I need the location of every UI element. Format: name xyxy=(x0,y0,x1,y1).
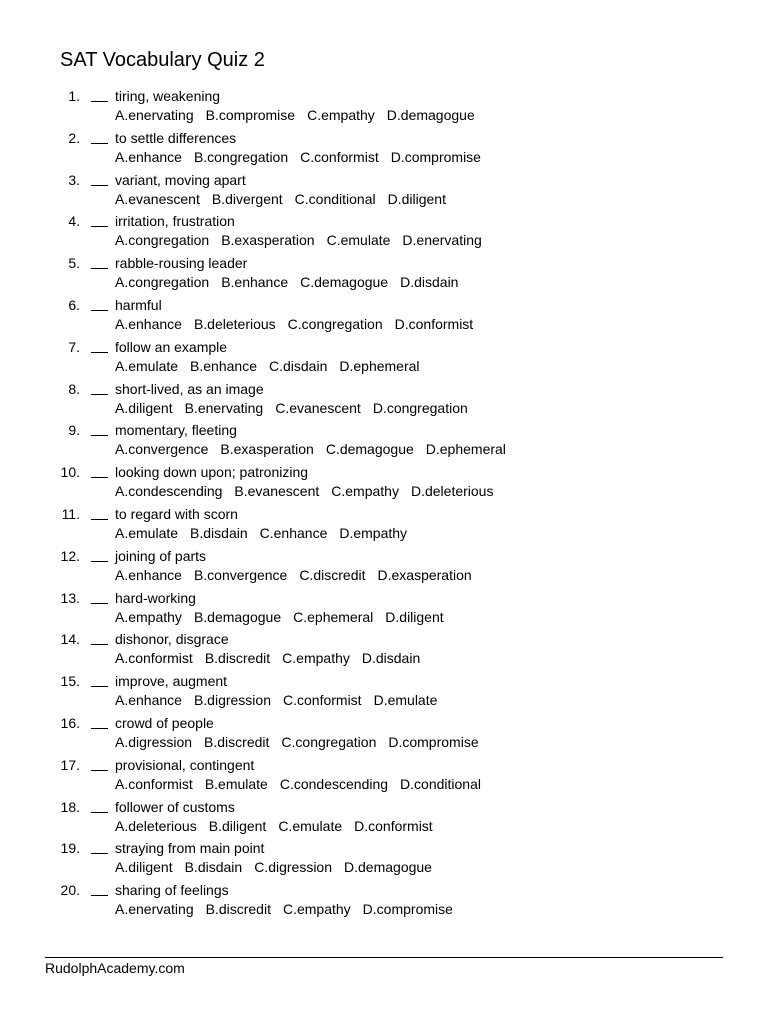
answer-choice: A.enhance xyxy=(115,148,182,165)
answer-choice: B.evanescent xyxy=(234,483,320,500)
answer-choice: A.enhance xyxy=(115,315,182,332)
answer-choice: A.condescending xyxy=(115,483,223,500)
answer-choice: B.exasperation xyxy=(220,441,314,458)
question-item xyxy=(0,129,768,171)
choices-row xyxy=(115,482,505,500)
answer-choice: C.discredit xyxy=(299,566,366,583)
footer-text: RudolphAcademy.com xyxy=(45,960,185,976)
answer-choice: B.divergent xyxy=(211,190,283,207)
answer-choice: C.conformist xyxy=(300,148,379,165)
choices-row xyxy=(115,231,494,249)
question-definition: improve, augment xyxy=(115,673,228,690)
answer-choice: B.exasperation xyxy=(221,232,315,249)
answer-choice: C.disdain xyxy=(269,357,328,374)
answer-choice: B.diligent xyxy=(208,817,267,834)
question-number: 12. xyxy=(60,547,80,564)
answer-choice: D.enervating xyxy=(402,232,482,249)
question-number: 20. xyxy=(60,882,80,899)
choices-row xyxy=(115,148,493,166)
answer-choice: D.diligent xyxy=(387,190,446,207)
question-definition: straying from main point xyxy=(115,840,265,857)
answer-choice: C.congregation xyxy=(281,733,377,750)
answer-choice: B.discredit xyxy=(204,650,271,667)
answer-choice: C.demagogue xyxy=(300,274,389,291)
answer-choice: C.empathy xyxy=(282,650,350,667)
question-definition: short-lived, as an image xyxy=(115,380,264,397)
answer-blank[interactable] xyxy=(91,895,108,896)
answer-choice: B.enhance xyxy=(221,274,289,291)
question-list xyxy=(0,87,768,923)
answer-choice: B.congregation xyxy=(193,148,289,165)
question-item xyxy=(0,505,768,547)
question-item xyxy=(0,87,768,129)
answer-choice: D.demagogue xyxy=(386,107,475,123)
choices-row xyxy=(115,315,485,333)
question-definition: dishonor, disgrace xyxy=(115,631,229,648)
answer-choice: C.empathy xyxy=(307,107,375,123)
answer-choice: C.empathy xyxy=(282,901,351,918)
question-item xyxy=(0,171,768,213)
answer-choice: A.enhance xyxy=(115,692,182,709)
question-number: 17. xyxy=(60,756,80,773)
answer-blank[interactable] xyxy=(91,143,108,144)
question-item xyxy=(0,798,768,840)
answer-blank[interactable] xyxy=(91,519,108,520)
question-definition: follower of customs xyxy=(115,798,235,815)
answer-blank[interactable] xyxy=(91,352,108,353)
question-item xyxy=(0,756,768,798)
answer-choice: D.emulate xyxy=(373,692,438,709)
answer-choice: B.compromise xyxy=(205,107,296,123)
answer-choice: C.condescending xyxy=(279,775,389,792)
answer-choice: D.diligent xyxy=(385,608,444,625)
answer-choice: B.demagogue xyxy=(193,608,282,625)
question-item xyxy=(0,630,768,672)
question-definition: provisional, contingent xyxy=(115,756,255,773)
choices-row xyxy=(115,649,432,667)
answer-choice: D.conformist xyxy=(394,315,474,332)
answer-blank[interactable] xyxy=(91,686,108,687)
question-number: 11. xyxy=(61,505,80,522)
choices-row xyxy=(115,817,445,835)
answer-blank[interactable] xyxy=(91,853,108,854)
question-number: 9. xyxy=(68,422,80,439)
answer-choice: D.congregation xyxy=(372,399,468,416)
answer-choice: D.compromise xyxy=(390,148,481,165)
choices-row xyxy=(115,733,491,751)
choices-row xyxy=(115,357,432,375)
question-definition: joining of parts xyxy=(115,547,207,564)
question-item xyxy=(0,547,768,589)
answer-choice: B.digression xyxy=(193,692,271,709)
answer-choice: B.emulate xyxy=(204,775,268,792)
question-number: 2. xyxy=(68,129,80,146)
answer-choice: C.demagogue xyxy=(325,441,414,458)
question-definition: to regard with scorn xyxy=(115,505,238,522)
question-number: 14. xyxy=(60,631,80,648)
answer-blank[interactable] xyxy=(91,770,108,771)
answer-choice: C.digression xyxy=(254,859,333,876)
answer-choice: B.disdain xyxy=(190,524,248,541)
answer-choice: A.conformist xyxy=(115,775,193,792)
question-definition: irritation, frustration xyxy=(115,213,235,230)
answer-choice: D.ephemeral xyxy=(339,357,420,374)
answer-choice: D.compromise xyxy=(362,901,453,918)
answer-choice: D.ephemeral xyxy=(425,441,506,458)
answer-blank[interactable] xyxy=(91,603,108,604)
answer-choice: A.empathy xyxy=(115,608,182,625)
answer-choice: D.deleterious xyxy=(410,483,494,500)
question-item xyxy=(0,714,768,756)
question-definition: rabble-rousing leader xyxy=(115,255,248,272)
answer-choice: D.conformist xyxy=(354,817,433,834)
choices-row xyxy=(115,691,449,709)
answer-blank[interactable] xyxy=(91,728,108,729)
choices-row xyxy=(115,440,518,458)
answer-choice: B.enervating xyxy=(184,399,264,416)
question-number: 10. xyxy=(60,464,80,481)
answer-choice: C.conformist xyxy=(283,692,362,709)
question-item xyxy=(0,421,768,463)
choices-row xyxy=(115,190,458,208)
answer-choice: B.convergence xyxy=(193,566,288,583)
choices-row xyxy=(115,399,480,417)
question-definition: to settle differences xyxy=(115,129,237,146)
question-item xyxy=(0,881,768,923)
answer-choice: B.discredit xyxy=(205,901,271,918)
question-item xyxy=(0,380,768,422)
choices-row xyxy=(115,106,487,124)
answer-blank[interactable] xyxy=(91,185,108,186)
answer-choice: D.conditional xyxy=(400,775,481,792)
answer-choice: A.emulate xyxy=(115,524,179,541)
question-number: 13. xyxy=(60,589,80,606)
choices-row xyxy=(115,775,493,793)
answer-choice: B.discredit xyxy=(204,733,270,750)
answer-choice: A.enervating xyxy=(115,107,194,123)
answer-blank[interactable] xyxy=(91,226,108,227)
question-definition: follow an example xyxy=(115,338,228,355)
choices-row xyxy=(115,566,484,584)
question-definition: tiring, weakening xyxy=(115,88,221,104)
question-number: 7. xyxy=(68,338,80,355)
answer-choice: A.deleterious xyxy=(115,817,197,834)
question-number: 6. xyxy=(68,296,80,313)
answer-choice: D.demagogue xyxy=(344,859,432,876)
answer-choice: C.evanescent xyxy=(275,399,361,416)
question-definition: momentary, fleeting xyxy=(115,422,237,439)
question-item xyxy=(0,254,768,296)
question-definition: harmful xyxy=(115,296,162,313)
answer-choice: D.empathy xyxy=(339,524,408,541)
answer-choice: D.compromise xyxy=(388,733,479,750)
answer-choice: A.digression xyxy=(115,733,193,750)
question-item xyxy=(0,463,768,505)
answer-choice: A.enervating xyxy=(115,901,194,918)
answer-choice: C.empathy xyxy=(331,483,399,500)
question-number: 1. xyxy=(68,88,80,104)
answer-choice: A.enhance xyxy=(115,566,182,583)
answer-blank[interactable] xyxy=(91,561,108,562)
question-definition: sharing of feelings xyxy=(115,882,229,899)
answer-blank[interactable] xyxy=(91,268,108,269)
answer-blank[interactable] xyxy=(91,477,108,478)
question-number: 8. xyxy=(68,380,80,397)
answer-choice: B.disdain xyxy=(184,859,243,876)
answer-choice: C.conditional xyxy=(294,190,376,207)
answer-blank[interactable] xyxy=(91,310,108,311)
question-number: 16. xyxy=(60,714,80,731)
answer-choice: A.evanescent xyxy=(115,190,200,207)
answer-choice: A.conformist xyxy=(115,650,193,667)
answer-choice: B.deleterious xyxy=(193,315,276,332)
answer-choice: A.congregation xyxy=(115,274,210,291)
question-number: 19. xyxy=(60,840,80,857)
question-number: 18. xyxy=(60,798,80,815)
answer-choice: C.emulate xyxy=(326,232,391,249)
question-number: 4. xyxy=(68,213,80,230)
answer-choice: A.emulate xyxy=(115,357,179,374)
choices-row xyxy=(115,273,470,291)
question-definition: hard-working xyxy=(115,589,196,606)
question-item xyxy=(0,296,768,338)
question-number: 5. xyxy=(68,255,80,272)
question-item xyxy=(0,212,768,254)
answer-choice: C.enhance xyxy=(259,524,328,541)
answer-choice: C.ephemeral xyxy=(293,608,374,625)
answer-choice: A.diligent xyxy=(115,859,173,876)
choices-row xyxy=(115,900,465,918)
answer-blank[interactable] xyxy=(91,435,108,436)
question-definition: crowd of people xyxy=(115,714,214,731)
answer-choice: A.diligent xyxy=(115,399,173,416)
question-item xyxy=(0,672,768,714)
answer-choice: A.convergence xyxy=(115,441,209,458)
question-item xyxy=(0,589,768,631)
answer-choice: C.congregation xyxy=(287,315,383,332)
answer-blank[interactable] xyxy=(91,644,108,645)
page-title: SAT Vocabulary Quiz 2 xyxy=(60,49,265,71)
question-definition: looking down upon; patronizing xyxy=(115,464,309,481)
question-item xyxy=(0,338,768,380)
question-item xyxy=(0,839,768,881)
answer-blank[interactable] xyxy=(91,101,108,102)
answer-choice: D.disdain xyxy=(400,274,459,291)
answer-choice: D.exasperation xyxy=(377,566,472,583)
choices-row xyxy=(115,858,444,876)
question-number: 15. xyxy=(60,673,80,690)
choices-row xyxy=(115,524,419,542)
answer-choice: A.congregation xyxy=(115,232,210,249)
question-definition: variant, moving apart xyxy=(115,171,246,188)
footer-divider xyxy=(45,957,723,958)
answer-blank[interactable] xyxy=(91,812,108,813)
answer-choice: D.disdain xyxy=(361,650,421,667)
answer-choice: B.enhance xyxy=(190,357,257,374)
answer-choice: C.emulate xyxy=(278,817,343,834)
choices-row xyxy=(115,608,456,626)
question-number: 3. xyxy=(68,171,80,188)
answer-blank[interactable] xyxy=(91,394,108,395)
